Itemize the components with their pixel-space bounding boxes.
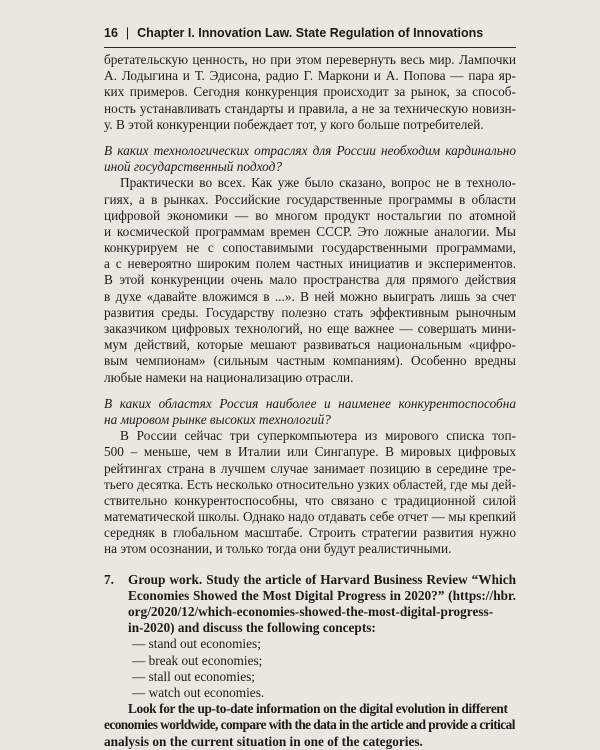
- exercise-closing: [104, 701, 516, 750]
- spacer: [104, 386, 516, 396]
- answer-line: середняк в глобальном масштабе. Строить стратегии развития нужно: [104, 525, 516, 541]
- spacer: [104, 558, 516, 572]
- answer-line: и космической программам времен СССР. Это ложные аналогии. Мы: [104, 223, 516, 239]
- interview-answer-1: [104, 175, 516, 385]
- text-line: бретательскую ценность, но при этом перевернуть весь мир. Лампочки: [104, 52, 516, 67]
- answer-line: цифровой экономики — во многом продукт ностальгии по атомной: [104, 207, 516, 223]
- question-line: В каких технологических отраслях для России необходим кардинально: [104, 142, 516, 158]
- spacer: [104, 133, 516, 143]
- answer-line: мум действий, которые мешают развиваться национальным «цифро-: [104, 337, 516, 353]
- closing-line: analysis on the current situation in one of the categories.: [104, 733, 423, 749]
- chapter-title: Chapter I. Innovation Law. State Regulation of Innovations: [137, 26, 484, 40]
- concept-item: — watch out economies.: [132, 684, 265, 700]
- interview-question-1: [104, 143, 516, 175]
- concept-item: — stand out economies;: [132, 636, 261, 652]
- page-number: 16: [104, 26, 118, 40]
- header-rule: [104, 47, 516, 48]
- answer-line: ствительно конкурентоспособны, что связано с традиционной силой: [104, 492, 516, 508]
- answer-line: математической школы. Однако надо отдавать себе отчет — мы крепкий: [104, 509, 516, 525]
- exercise-heading: [104, 572, 516, 637]
- interview-answer-2: [104, 428, 516, 558]
- text-line: А. Лодыгина и Т. Эдисона, радио Г. Маркони и А. Попова — пара яр-: [104, 68, 516, 84]
- answer-line: гиях, а в рынках. Российские государственные программы в области: [104, 191, 516, 207]
- answer-line: рейтингах страна в лучшем случае занимает позицию в середине тре-: [104, 460, 516, 476]
- exercise-7: [104, 572, 516, 637]
- answer-line: вым чемпионам» (сильным частным компаниям). Особенно вредны: [104, 353, 516, 369]
- answer-line: В России сейчас три суперкомпьютера из мирового списка топ-: [120, 428, 516, 444]
- concept-list: [104, 636, 516, 701]
- paragraph-intro: [104, 52, 516, 133]
- instruction-line: Group work. Study the article of Harvard Business Review “Which: [128, 571, 516, 587]
- running-header: [104, 26, 524, 40]
- answer-line: развития среды. Государству полезно стать эффективным рыночным: [104, 304, 516, 320]
- instruction-line: in-2020) and discuss the following concepts:: [128, 620, 376, 636]
- text-line: ность устанавливать стандарты и правила, а не за техническую новизн-: [104, 100, 516, 116]
- interview-question-2: [104, 396, 516, 428]
- answer-line: на этом осознании, и только тогда они будут реалистичными.: [104, 541, 452, 557]
- answer-line: заказчиком цифровых технологий, но еще важнее — совершать мини-: [104, 321, 516, 336]
- question-line: на мировом рынке высоких технологий?: [104, 411, 331, 427]
- answer-line: В этой конкуренции очень мало пространства для прямого действия: [104, 272, 516, 288]
- closing-line: economies worldwide, compare with the data in the article and provide a critical: [104, 717, 515, 733]
- closing-line: Look for the up-to-date information on the digital evolution in different: [128, 701, 508, 717]
- text-line: у. В этой конкуренции побеждает тот, у кого больше потребителей.: [104, 116, 484, 132]
- question-line: В каких областях Россия наиболее и наименее конкурентоспособна: [104, 395, 516, 411]
- text-line: ких примеров. Сегодня конкуренция происходит за рынок, за способ-: [104, 84, 516, 100]
- answer-line: Практически во всех. Как уже было сказано, вопрос не в техноло-: [120, 175, 516, 191]
- exercise-instructions: [128, 572, 516, 637]
- instruction-line: org/2020/12/which-economies-showed-the-most-digital-progress-: [128, 604, 494, 619]
- concept-item: — stall out economies;: [132, 668, 255, 684]
- header-separator: |: [125, 26, 130, 40]
- page-body: [104, 52, 516, 750]
- exercise-number: 7.: [104, 571, 114, 587]
- answer-line: в духе «давайте вложимся в ...». В ней можно выиграть лишь за счет: [104, 288, 516, 304]
- instruction-line: Economies Showed the Most Digital Progress in 2020?” (https://hbr.: [128, 587, 516, 603]
- question-line: иной государственный подход?: [104, 159, 283, 175]
- answer-line: любые намеки на национализацию отрасли.: [104, 369, 354, 385]
- answer-line: тьего десятка. Есть несколько относительно узких областей, где мы дей-: [104, 476, 516, 492]
- answer-line: 500 – меньше, чем в Италии или Сингапуре. В мировых цифровых: [104, 444, 516, 460]
- concept-item: — break out economies;: [132, 652, 263, 668]
- answer-line: конкурируем не с сопоставимыми государственными программами,: [104, 240, 516, 256]
- answer-line: а с невероятно широким полем частных инициатив и экспериментов.: [104, 256, 516, 272]
